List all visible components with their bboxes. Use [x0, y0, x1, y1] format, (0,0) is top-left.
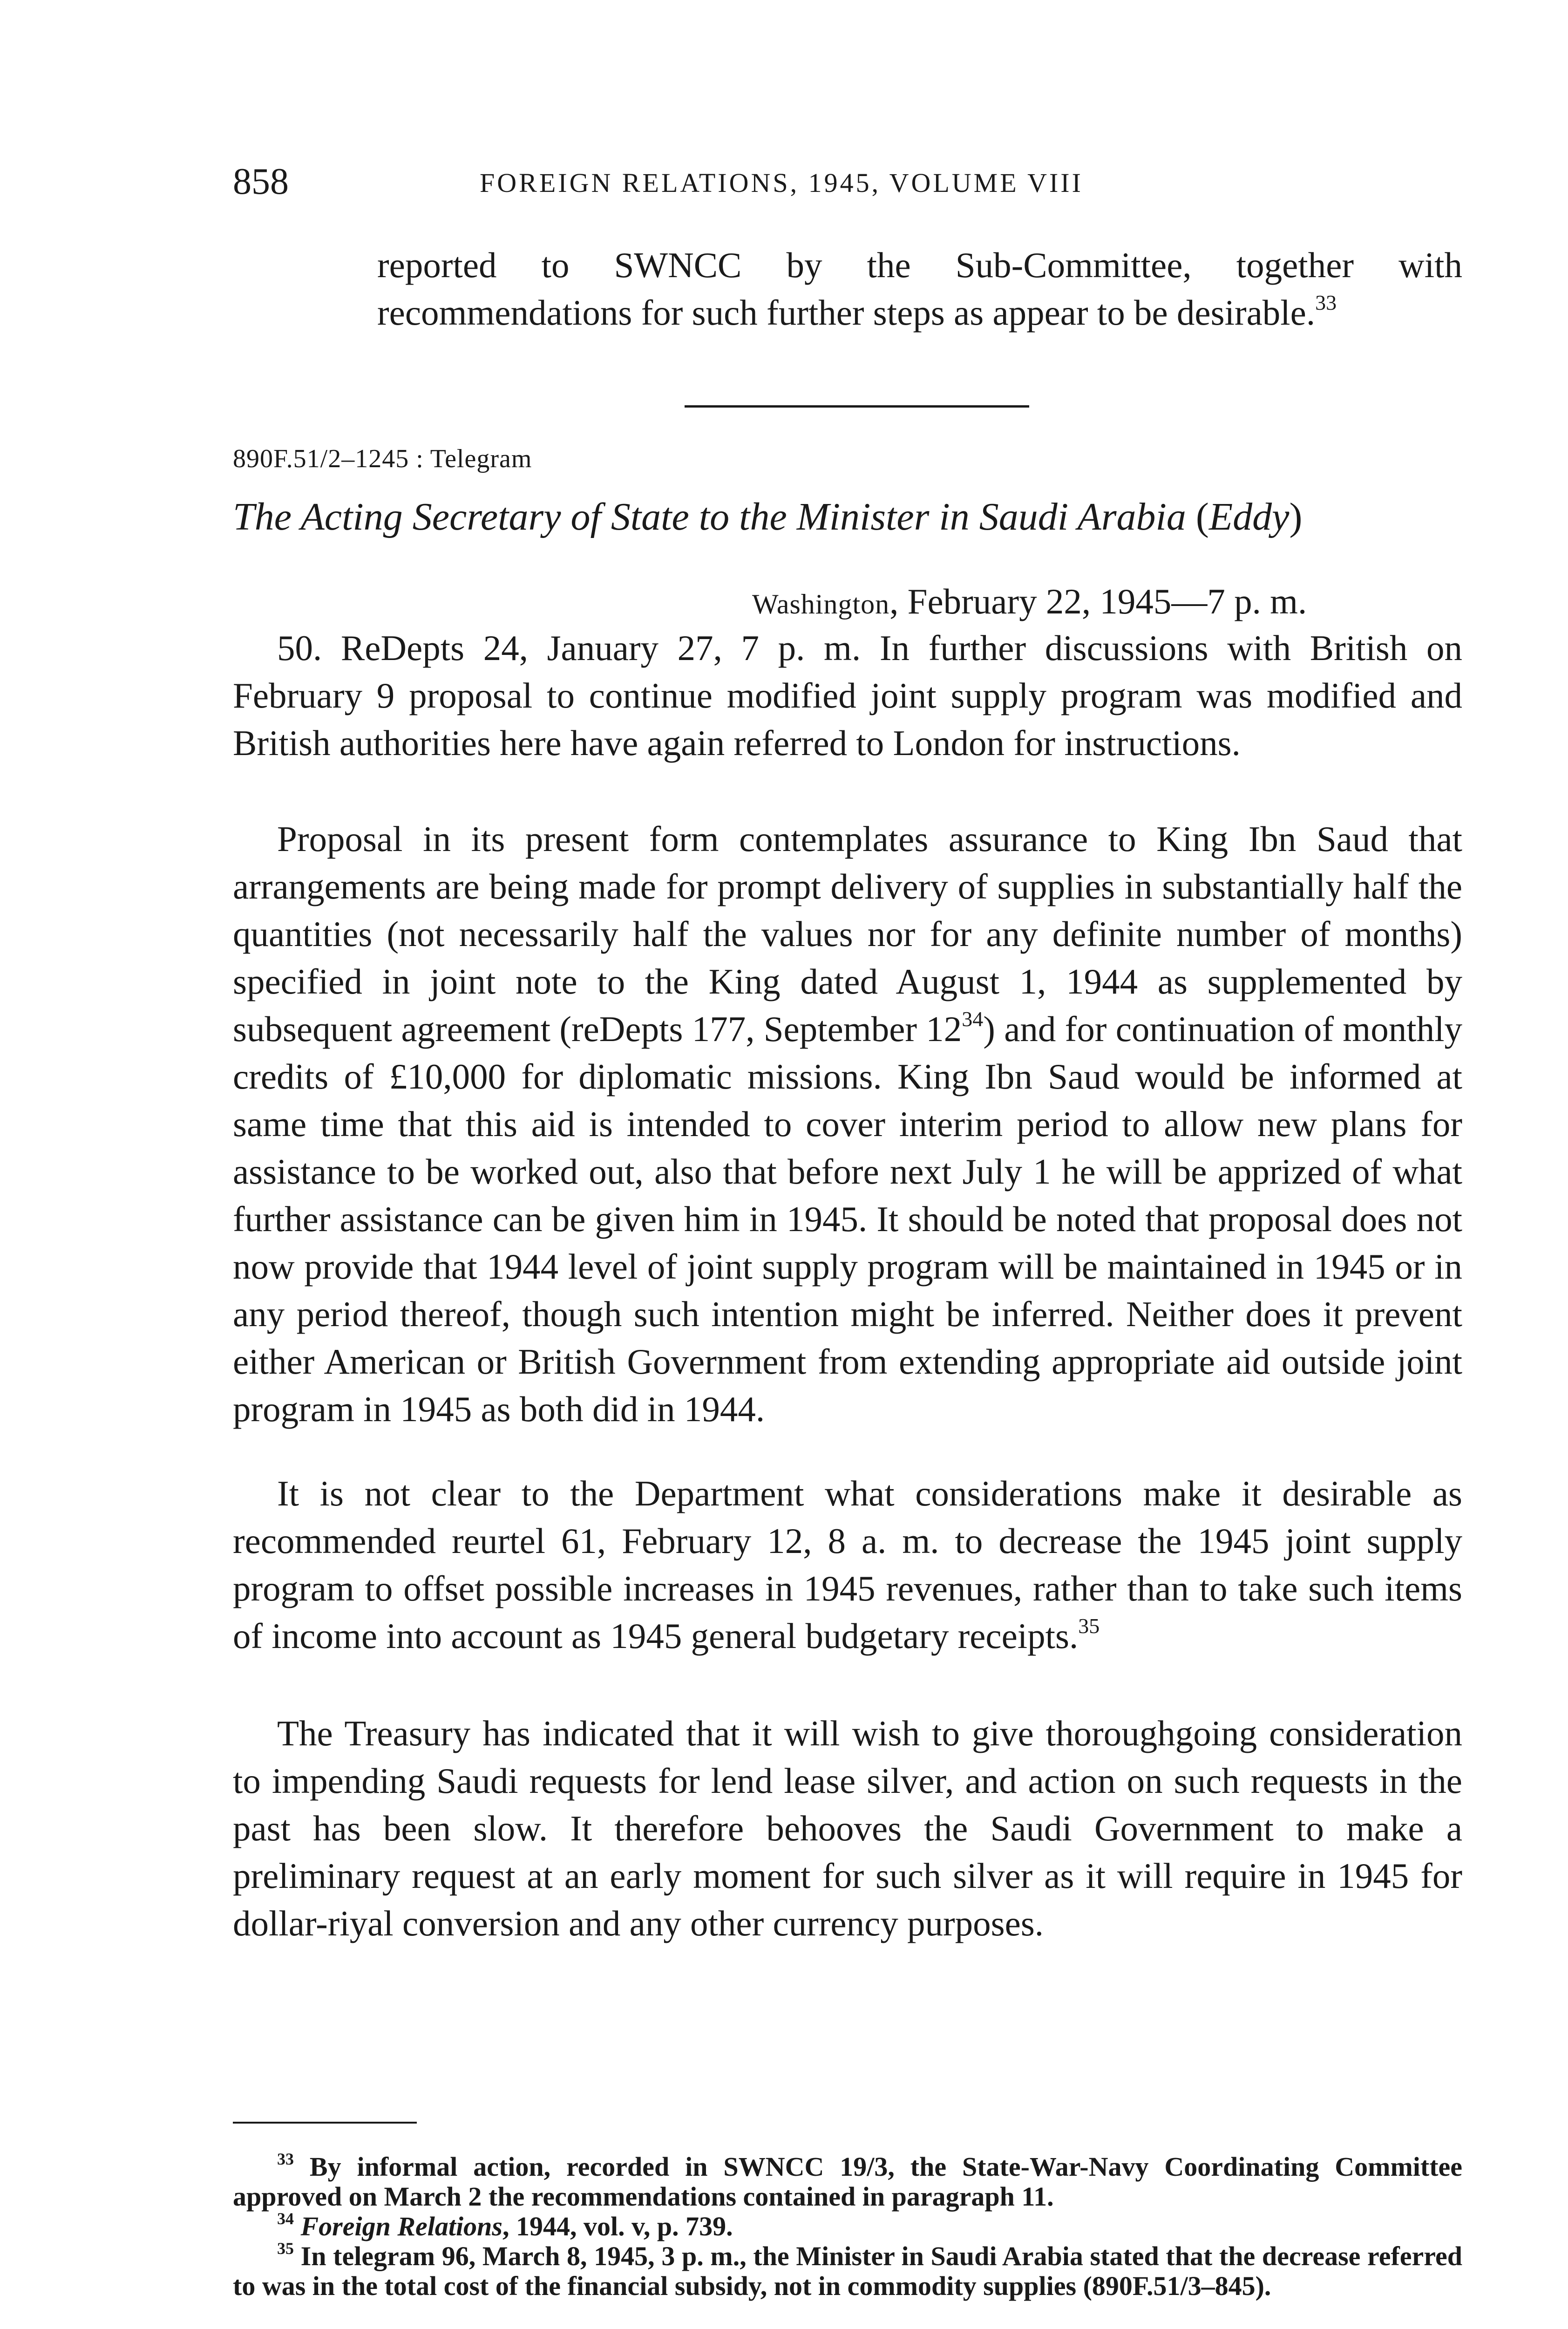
footnote-34-italic: Foreign Relations [300, 2211, 502, 2241]
footnote-33 [233, 2152, 1462, 2212]
footnote-34-text: , 1944, vol. v, p. 739. [502, 2211, 733, 2241]
footnote-mark-33: 33 [277, 2150, 294, 2168]
page-header [233, 158, 1462, 205]
dateline-date: , February 22, 1945—7 p. m. [889, 581, 1307, 621]
footnote-33-text: By informal action, recorded in SWNCC 19/3, the State-War-Navy Coordinating Committee approved on March 2 the recommendations contained in paragraph 11. [233, 2152, 1462, 2212]
title-open-paren: ( [1195, 495, 1209, 538]
footnotes [233, 2152, 1462, 2301]
title-name: Eddy [1208, 495, 1290, 538]
dateline [752, 578, 1307, 628]
p2-text-a: Proposal in its present form contemplates assurance to King Ibn Saud that arrangements are being made for prompt delivery of supplies in substantially half the quantities (not necessarily half the values nor for any definite number of months) specified in joint note to the King dated August 1, 1944 as supplemented by subsequent agreement (reDepts 177, September 12 [233, 819, 1462, 1049]
body-paragraph-3 [233, 1470, 1462, 1660]
continuation-paragraph [377, 241, 1462, 336]
footnote-ref-34: 34 [962, 1007, 984, 1031]
document-title [233, 491, 1302, 543]
body-paragraph-4: The Treasury has indicated that it will wish to give thoroughgoing consideration to impending Saudi requests for lend lease silver, and action on such requests in the past has been slow. It therefore behooves the Saudi Government to make a preliminary request at an early moment for such silver as it will require in 1945 for dollar-riyal conversion and any other currency purposes. [233, 1713, 1462, 1943]
running-title: FOREIGN RELATIONS, 1945, VOLUME VIII [480, 168, 1083, 198]
footnote-divider [233, 2122, 417, 2124]
page-number: 858 [233, 161, 289, 202]
body-paragraph-1: 50. ReDepts 24, January 27, 7 p. m. In further discussions with British on February 9 proposal to continue modified joint supply program was modified and British authorities here have again referred to London for instructions. [233, 628, 1462, 763]
file-reference: 890F.51/2–1245 : Telegram [233, 444, 532, 473]
p3-text: It is not clear to the Department what considerations make it desirable as recommended reurtel 61, February 12, 8 a. m. to decrease the 1945 joint supply program to offset possible increases in 1945 revenues, rather than to take such items of income into account as 1945 general budgetary receipts. [233, 1473, 1462, 1656]
section-divider [685, 405, 1029, 408]
footnote-mark-34: 34 [277, 2209, 294, 2228]
continuation-text: reported to SWNCC by the Sub-Committee, together with recommendations for such further steps as appear to be desirable. [377, 245, 1462, 333]
title-close-paren: ) [1289, 495, 1303, 538]
dateline-place: Washington [752, 589, 890, 620]
footnote-ref-33: 33 [1315, 291, 1337, 314]
footnote-mark-35: 35 [277, 2239, 294, 2258]
footnote-ref-35: 35 [1078, 1614, 1100, 1638]
title-text: The Acting Secretary of State to the Minister in Saudi Arabia [233, 495, 1196, 538]
body-paragraph-2 [233, 815, 1462, 1433]
p2-text-b: ) and for continuation of monthly credits of £10,000 for diplomatic missions. King Ibn Saud would be informed at same time that this aid is intended to cover interim period to allow new plans for assistance to be worked out, also that before next July 1 he will be apprized of what further assistance can be given him in 1945. It should be noted that proposal does not now provide that 1944 level of joint supply program will be maintained in 1945 or in any period thereof, though such intention might be inferred. Neither does it prevent either American or British Government from extending appropriate aid outside joint program in 1945 as both did in 1944. [233, 1009, 1462, 1429]
footnote-34 [233, 2209, 1462, 2241]
footnote-35 [233, 2241, 1462, 2301]
footnote-35-text: In telegram 96, March 8, 1945, 3 p. m., the Minister in Saudi Arabia stated that the decrease referred to was in the total cost of the financial subsidy, not in commodity supplies (890F.51/3–845). [233, 2241, 1462, 2301]
